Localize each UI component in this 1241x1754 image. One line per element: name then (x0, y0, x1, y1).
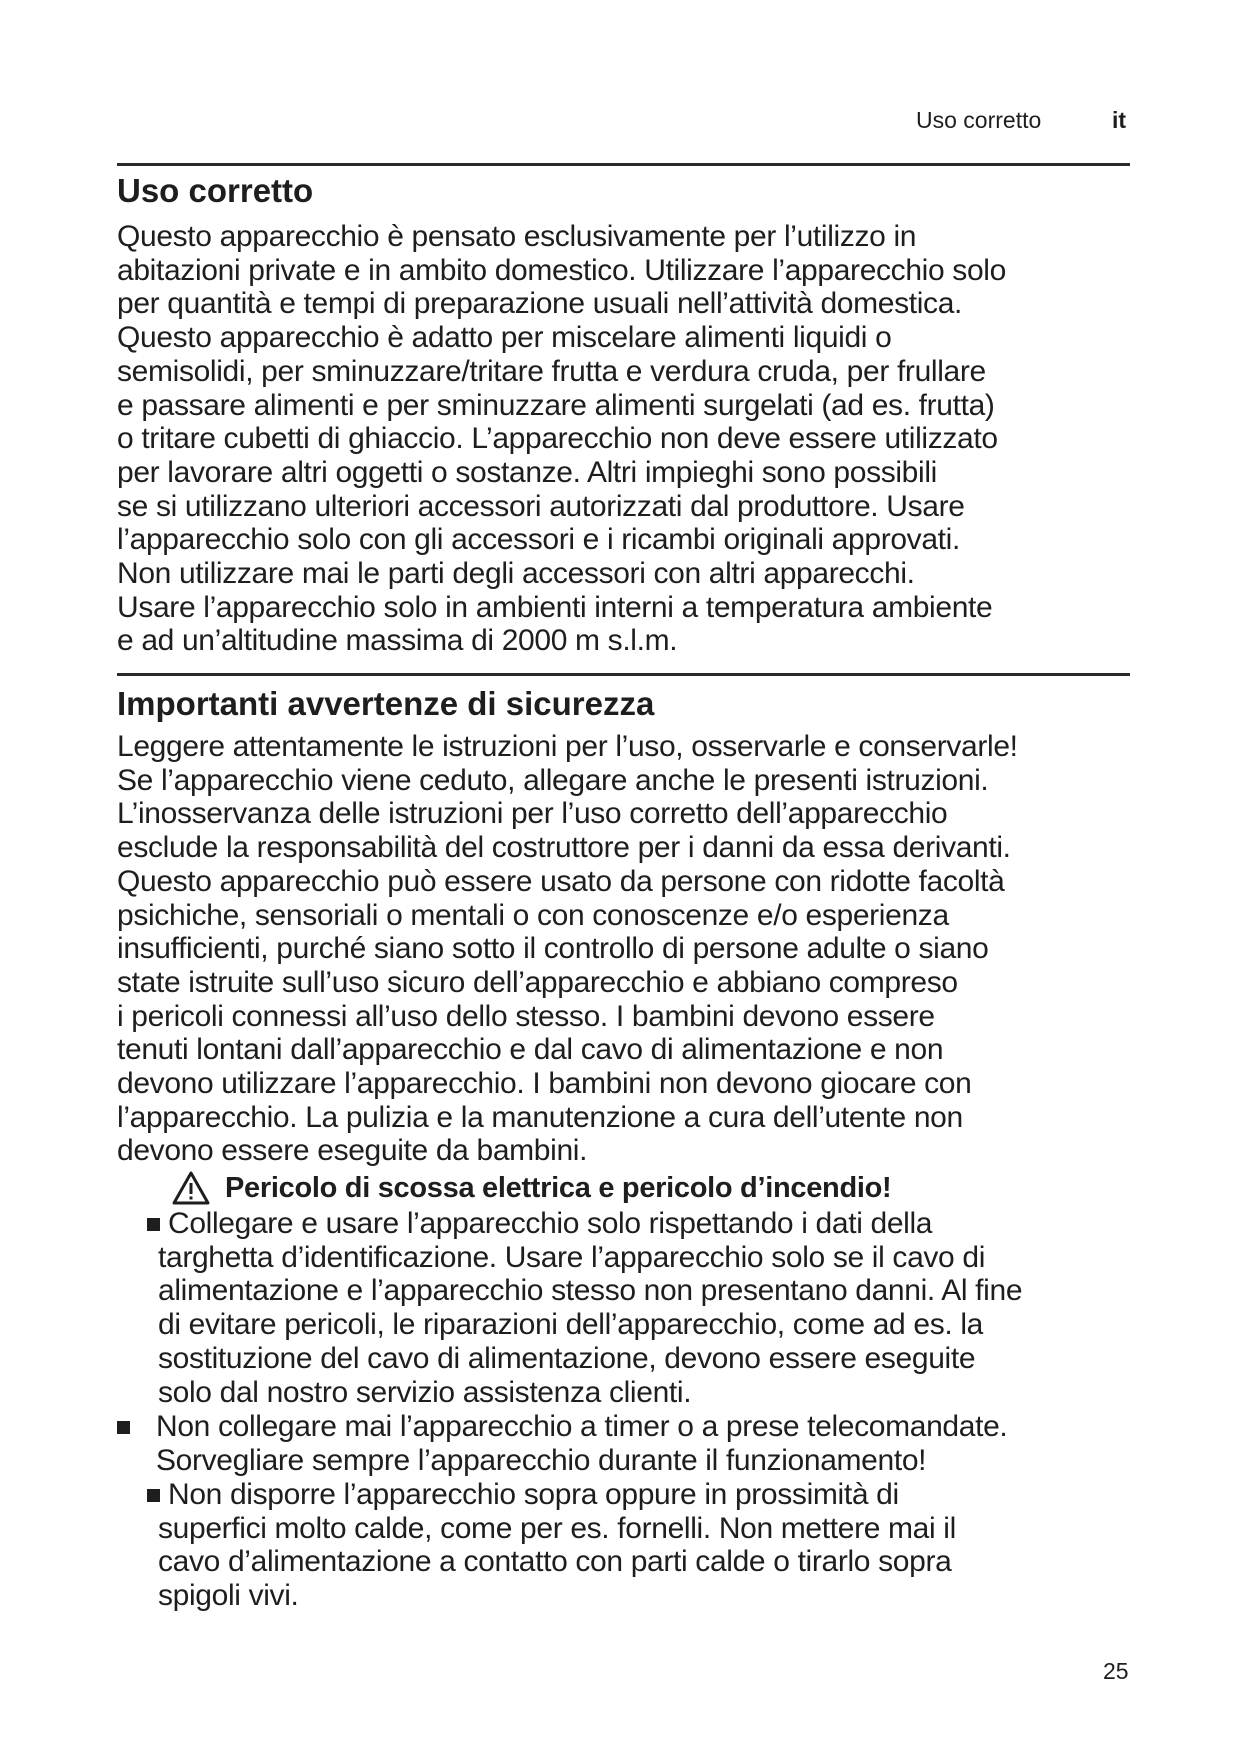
text-line: solo dal nostro servizio assistenza clienti. (158, 1375, 692, 1409)
text-line: semisolidi, per sminuzzare/tritare frutta e verdura cruda, per frullare (117, 354, 986, 388)
text-line: spigoli vivi. (158, 1579, 299, 1613)
section-title-uso-corretto: Uso corretto (117, 172, 314, 209)
text-line: l’apparecchio. La pulizia e la manutenzione a cura dell’utente non (117, 1100, 963, 1134)
text-line: Sorvegliare sempre l’apparecchio durante il funzionamento! (156, 1443, 927, 1477)
bullet-icon (147, 1218, 160, 1231)
warning-title: Pericolo di scossa elettrica e pericolo d’incendio! (225, 1171, 892, 1204)
text-line: i pericoli connessi all’uso dello stesso. I bambini devono essere (117, 999, 935, 1033)
text-line: o tritare cubetti di ghiaccio. L’apparecchio non deve essere utilizzato (117, 422, 998, 456)
text-line: psichiche, sensoriali o mentali o con conoscenze e/o esperienza (117, 898, 949, 932)
page-number: 25 (1103, 1658, 1129, 1684)
text-line: sostituzione del cavo di alimentazione, devono essere eseguite (158, 1341, 976, 1375)
text-line: Questo apparecchio è adatto per miscelare alimenti liquidi o (117, 321, 892, 355)
text-line: superfici molto calde, come per es. fornelli. Non mettere mai il (158, 1511, 956, 1545)
text-line: cavo d’alimentazione a contatto con parti calde o tirarlo sopra (158, 1545, 952, 1579)
section-divider (117, 673, 1130, 676)
warning-list-item (147, 1478, 956, 1613)
text-line: di evitare pericoli, le riparazioni dell’apparecchio, come ad es. la (158, 1308, 983, 1342)
text-line: Usare l’apparecchio solo in ambienti interni a temperatura ambiente (117, 590, 993, 624)
section-divider (117, 163, 1130, 166)
text-line-content: Non collegare mai l’apparecchio a timer o a prese telecomandate. (156, 1410, 1008, 1443)
running-header-section: Uso corretto (916, 107, 1042, 133)
text-line-content: Non disporre l’apparecchio sopra oppure in prossimità di (168, 1478, 899, 1511)
text-line: e ad un’altitudine massima di 2000 m s.l.m. (117, 624, 678, 658)
text-line: tenuti lontani dall’apparecchio e dal cavo di alimentazione e non (117, 1033, 944, 1067)
text-line (117, 1410, 1007, 1444)
text-line (147, 1207, 1022, 1241)
section-body-safety (117, 730, 1018, 1168)
bullet-icon (147, 1489, 160, 1502)
text-line: l’apparecchio solo con gli accessori e i ricambi originali approvati. (117, 523, 960, 557)
text-line: Questo apparecchio è pensato esclusivamente per l’utilizzo in (117, 220, 917, 253)
text-line: insufficienti, purché siano sotto il controllo di persone adulte o siano (117, 932, 989, 966)
section-title-safety: Importanti avvertenze di sicurezza (117, 685, 655, 722)
text-line: Non utilizzare mai le parti degli accessori con altri apparecchi. (117, 557, 915, 591)
bullet-icon (117, 1421, 130, 1434)
section-body-uso-corretto (117, 220, 1006, 658)
text-line: Questo apparecchio può essere usato da persone con ridotte facoltà (117, 864, 1005, 898)
text-line: e passare alimenti e per sminuzzare alimenti surgelati (ad es. frutta) (117, 388, 995, 422)
text-line: devono utilizzare l’apparecchio. I bambini non devono giocare con (117, 1067, 972, 1101)
text-line: alimentazione e l’apparecchio stesso non presentano danni. Al fine (158, 1274, 1023, 1308)
text-line: state istruite sull’uso sicuro dell’apparecchio e abbiano compreso (117, 965, 958, 999)
warning-triangle-icon (171, 1170, 211, 1206)
text-line: esclude la responsabilità del costruttore per i danni da essa derivanti. (117, 831, 1011, 865)
text-line: Leggere attentamente le istruzioni per l’uso, osservarle e conservarle! (117, 730, 1018, 763)
text-line: Se l’apparecchio viene ceduto, allegare anche le presenti istruzioni. (117, 763, 989, 797)
text-line: targhetta d’identificazione. Usare l’apparecchio solo se il cavo di (158, 1240, 986, 1274)
text-line: L’inosservanza delle istruzioni per l’uso corretto dell’apparecchio (117, 797, 948, 831)
text-line-content: Collegare e usare l’apparecchio solo rispettando i dati della (168, 1207, 933, 1240)
text-line: per lavorare altri oggetti o sostanze. Altri impieghi sono possibili (117, 455, 937, 489)
text-line: se si utilizzano ulteriori accessori autorizzati dal produttore. Usare (117, 489, 965, 523)
text-line: per quantità e tempi di preparazione usuali nell’attività domestica. (117, 287, 963, 321)
text-line: devono essere eseguite da bambini. (117, 1134, 588, 1168)
warning-list-item (147, 1207, 1022, 1409)
text-line: abitazioni private e in ambito domestico. Utilizzare l’apparecchio solo (117, 253, 1006, 287)
warning-list-item (117, 1410, 1007, 1477)
running-header-language: it (1112, 107, 1127, 133)
warning-heading (171, 1170, 891, 1206)
text-line (147, 1478, 956, 1512)
